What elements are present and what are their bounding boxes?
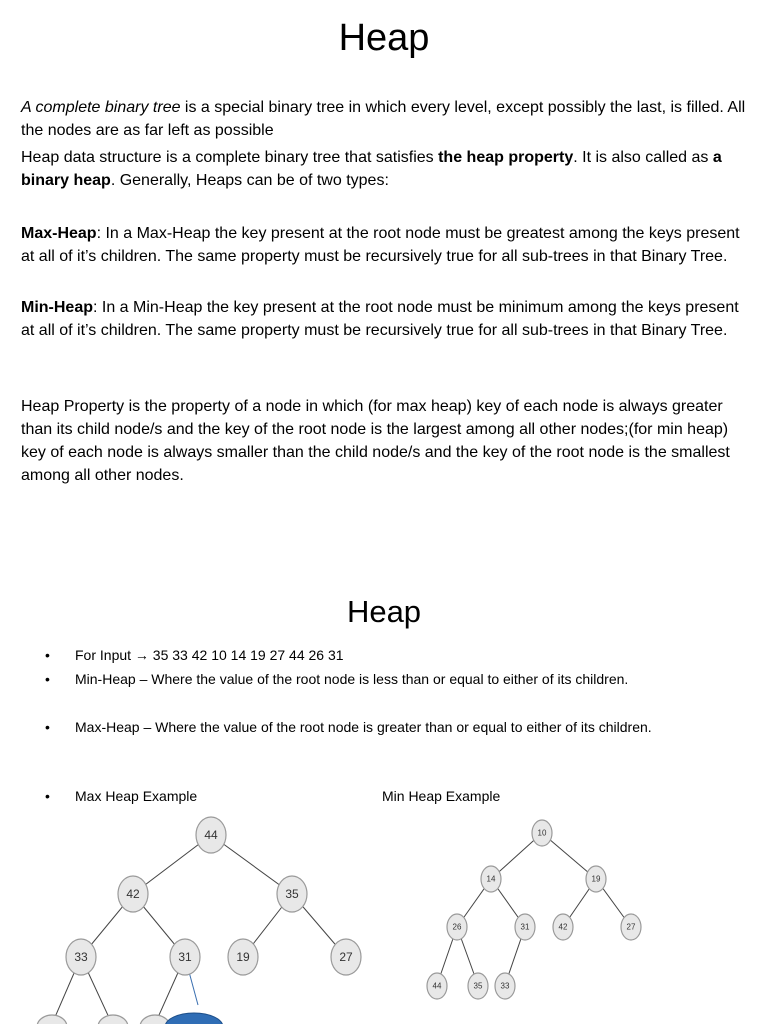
bullet-icon: • [45,719,50,735]
bullet-text: Max Heap Example [75,788,198,804]
max-heap-node [170,939,200,975]
min-heap-node [621,914,641,940]
node-label: 19 [236,950,250,964]
max-heap-paragraph [21,222,756,268]
max-heap-node [277,876,307,912]
slide1-title: Heap [338,17,430,59]
node-label: 44 [432,981,442,991]
bullet-text: Max-Heap – Where the value of the root node is greater than or equal to either of its children. [75,719,652,735]
node-circle-partial [140,1015,170,1024]
heap-property-term: the heap property [438,149,574,166]
highlighted-node-partial [165,1013,223,1024]
min-heap-node [468,973,488,999]
bullet-icon: • [45,647,50,663]
max-heap-edges [52,835,346,1024]
min-heap-node [515,914,535,940]
heap-def-part-a: Heap data structure is a complete binary tree that satisfies [21,149,439,166]
node-label: 42 [126,887,140,901]
node-label: 26 [452,922,462,932]
node-label: 44 [204,828,218,842]
min-heap-example-label: Min Heap Example [382,788,501,804]
bullet-icon: • [45,788,50,804]
min-heap-node [495,973,515,999]
max-heap-node [331,939,361,975]
slide2-title: Heap [346,594,422,629]
complete-binary-tree-paragraph [21,96,756,142]
min-heap-node [447,914,467,940]
binary-heap-term: a binary heap [21,149,722,189]
node-label: 35 [285,887,299,901]
complete-binary-tree-term: A complete binary tree [21,99,181,116]
node-label: 10 [537,828,547,838]
node-label: 31 [520,922,530,932]
node-label: 27 [339,950,353,964]
min-heap-node [553,914,573,940]
max-heap-node [228,939,258,975]
node-circle-partial [98,1015,128,1024]
heap-property-paragraph: Heap Property is the property of a node in which (for max heap) key of each node is always greater than its child node/s and the key of the root node is the largest among all other nodes;(for min heap) key of each node is always smaller than the child node/s and the key of the root node is the smallest among all other nodes. [21,398,730,484]
complete-binary-tree-definition: is a special binary tree in which every level, except possibly the last, is filled. All the nodes are as far left as possible [21,99,746,139]
max-heap-node [66,939,96,975]
node-label: 19 [591,874,601,884]
bullet-text: For Input → 35 33 42 10 14 19 27 44 26 31 [75,647,344,663]
node-label: 33 [74,950,88,964]
min-heap-diagram [400,805,650,1005]
node-label: 33 [500,981,510,991]
max-heap-term: Max-Heap [21,225,97,242]
heap-definition-paragraph [21,146,756,192]
min-heap-node [532,820,552,846]
heap-def-part-b: . It is also called as [573,149,713,166]
node-circle-partial [37,1015,67,1024]
node-label: 27 [626,922,636,932]
min-heap-edges [437,833,631,985]
bullet-text: Min-Heap – Where the value of the root node is less than or equal to either of its children. [75,671,629,687]
min-heap-paragraph [21,296,756,342]
min-heap-node [427,973,447,999]
bullet-icon: • [45,671,50,687]
max-heap-diagram [0,805,400,1024]
node-label: 42 [558,922,568,932]
min-heap-definition: : In a Min-Heap the key present at the root node must be minimum among the keys present at all of it’s children. The same property must be recursively true for all sub-trees in that Binary Tree. [21,299,739,339]
node-label: 31 [178,950,192,964]
node-label: 14 [486,874,496,884]
max-heap-node [196,817,226,853]
min-heap-term: Min-Heap [21,299,93,316]
max-heap-definition: : In a Max-Heap the key present at the root node must be greatest among the keys present at all of it’s children. The same property must be recursively true for all sub-trees in that Binary Tree. [21,225,740,265]
min-heap-node [481,866,501,892]
node-label: 35 [473,981,483,991]
max-heap-node [118,876,148,912]
heap-def-part-c: . Generally, Heaps can be of two types: [110,172,389,189]
min-heap-node [586,866,606,892]
